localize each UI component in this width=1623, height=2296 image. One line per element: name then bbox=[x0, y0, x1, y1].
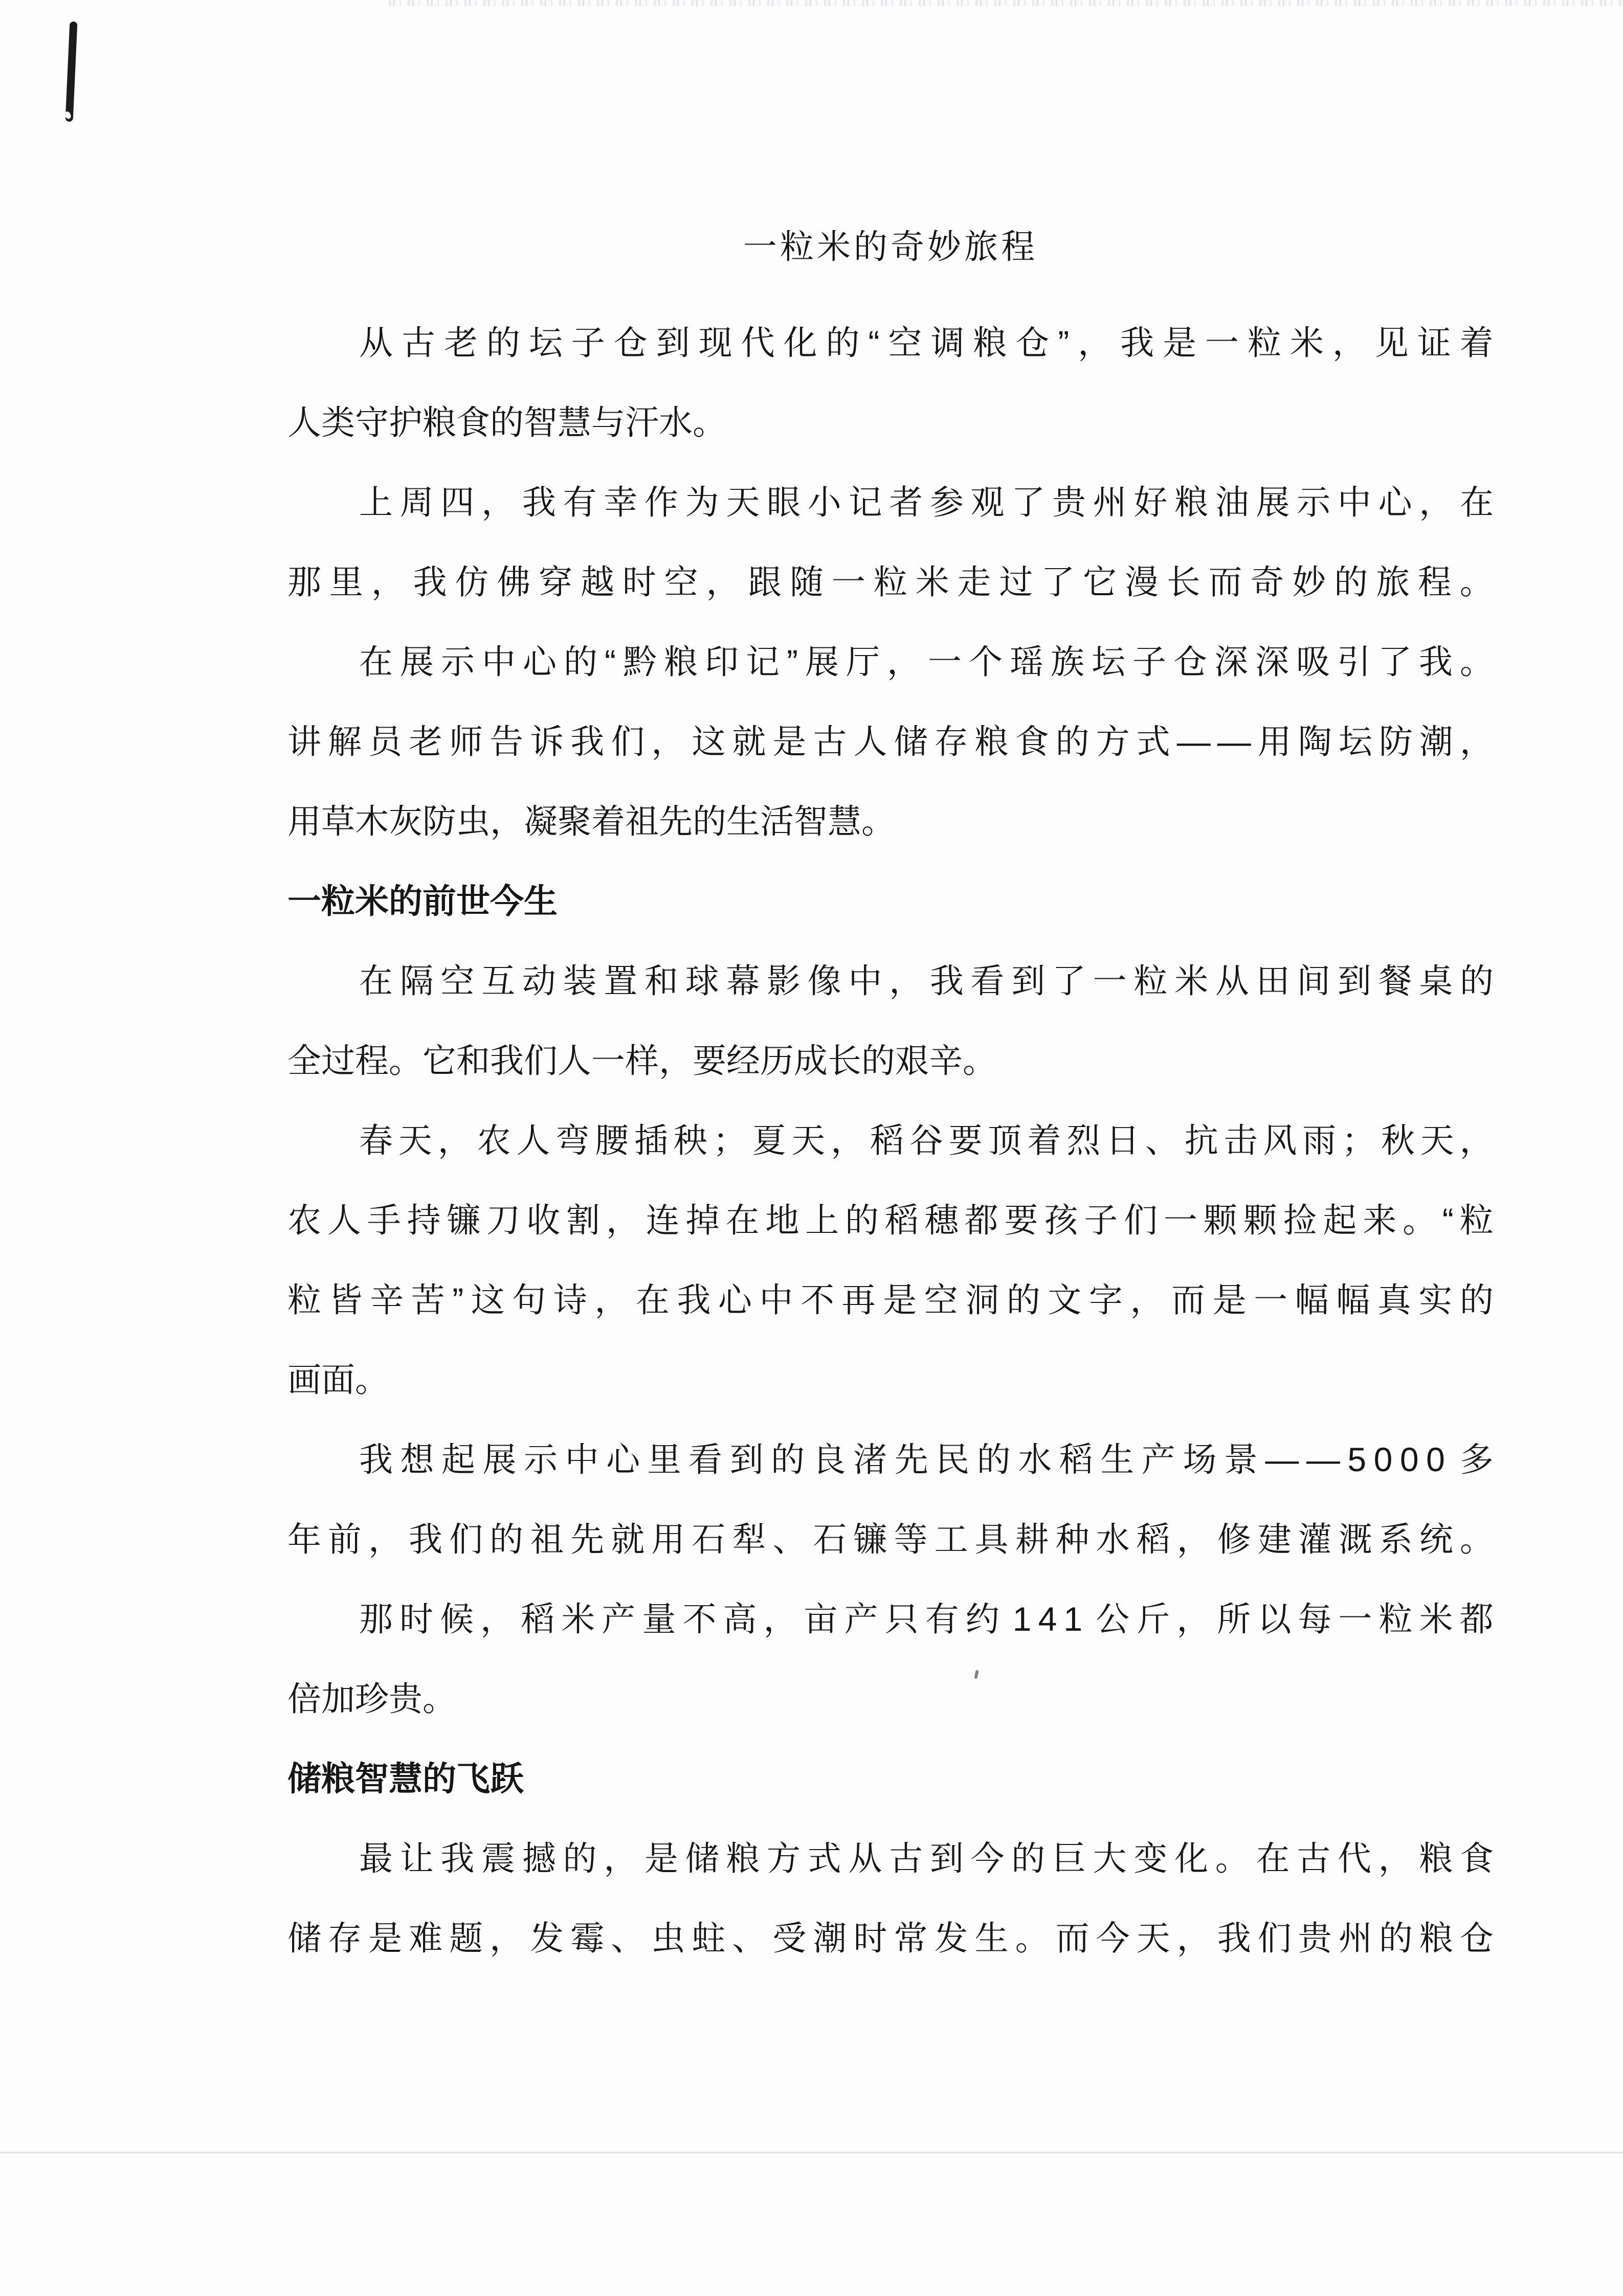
body-line: 最 让 我 震 撼 的 ， 是 储 粮 方 式 从 古 到 今 的 巨 大 变 化 。 在 古 代 ， 粮 食 bbox=[359, 1839, 1494, 1877]
pen-mark bbox=[65, 21, 78, 122]
body-line: 画面。 bbox=[287, 1361, 389, 1399]
body-line: 农 人 手 持 镰 刀 收 割 ， 连 掉 在 地 上 的 稻 穗 都 要 孩 子 们 一 颗 颗 捡 起 来 。 “ 粒 bbox=[287, 1201, 1494, 1239]
body-line: 在 展 示 中 心 的 “ 黔 粮 印 记 ” 展 厅 ， 一 个 瑶 族 坛 子 仓 深 深 吸 引 了 我 。 bbox=[359, 643, 1494, 681]
body-line: 上 周 四 ， 我 有 幸 作 为 天 眼 小 记 者 参 观 了 贵 州 好 粮 油 展 示 中 心 ， 在 bbox=[359, 483, 1494, 521]
body-line: 我 想 起 展 示 中 心 里 看 到 的 良 渚 先 民 的 水 稻 生 产 场 景 — — 5 0 0 0 多 bbox=[359, 1440, 1494, 1478]
body-line: 全过程。它和我们人一样，要经历成长的艰辛。 bbox=[287, 1042, 996, 1079]
section-heading: 一粒米的前世今生 bbox=[287, 882, 558, 920]
body-line: 在 隔 空 互 动 装 置 和 球 幕 影 像 中 ， 我 看 到 了 一 粒 米 从 田 间 到 餐 桌 的 bbox=[359, 962, 1494, 1000]
scanner-noise-band bbox=[389, 0, 1623, 6]
body-line: 讲 解 员 老 师 告 诉 我 们 ， 这 就 是 古 人 储 存 粮 食 的 方 式 — — 用 陶 坛 防 潮 ， bbox=[287, 723, 1494, 760]
body-line: 从 古 老 的 坛 子 仓 到 现 代 化 的 “ 空 调 粮 仓 ” ， 我 是 一 粒 米 ， 见 证 着 bbox=[359, 324, 1494, 362]
section-heading: 储粮智慧的飞跃 bbox=[287, 1760, 524, 1797]
body-line: 年 前 ， 我 们 的 祖 先 就 用 石 犁 、 石 镰 等 工 具 耕 种 水 稻 ， 修 建 灌 溉 系 统 。 bbox=[287, 1520, 1494, 1558]
body-line: 人类守护粮食的智慧与汗水。 bbox=[287, 403, 726, 441]
body-line: 储 存 是 难 题 ， 发 霉 、 虫 蛀 、 受 潮 时 常 发 生 。 而 今 天 ， 我 们 贵 州 的 粮 仓 bbox=[287, 1919, 1494, 1957]
body-line: 粒 皆 辛 苦 ” 这 句 诗 ， 在 我 心 中 不 再 是 空 洞 的 文 字 ， 而 是 一 幅 幅 真 实 的 bbox=[287, 1281, 1494, 1319]
body-line: 那 里 ， 我 仿 佛 穿 越 时 空 ， 跟 随 一 粒 米 走 过 了 它 漫 长 而 奇 妙 的 旅 程 。 bbox=[287, 563, 1494, 601]
document-title: 一粒米的奇妙旅程 bbox=[743, 228, 1038, 265]
body-line: 春 天 ， 农 人 弯 腰 插 秧 ； 夏 天 ， 稻 谷 要 顶 着 烈 日 、 抗 击 风 雨 ； 秋 天 ， bbox=[359, 1121, 1494, 1159]
body-line: 用草木灰防虫，凝聚着祖先的生活智慧。 bbox=[287, 802, 895, 840]
body-line: 倍加珍贵。 bbox=[287, 1680, 456, 1718]
scan-artifact-line bbox=[0, 2152, 1623, 2153]
body-line: 那 时 候 ， 稻 米 产 量 不 高 ， 亩 产 只 有 约 1 4 1 公 斤 ， 所 以 每 一 粒 米 都 bbox=[359, 1600, 1494, 1638]
